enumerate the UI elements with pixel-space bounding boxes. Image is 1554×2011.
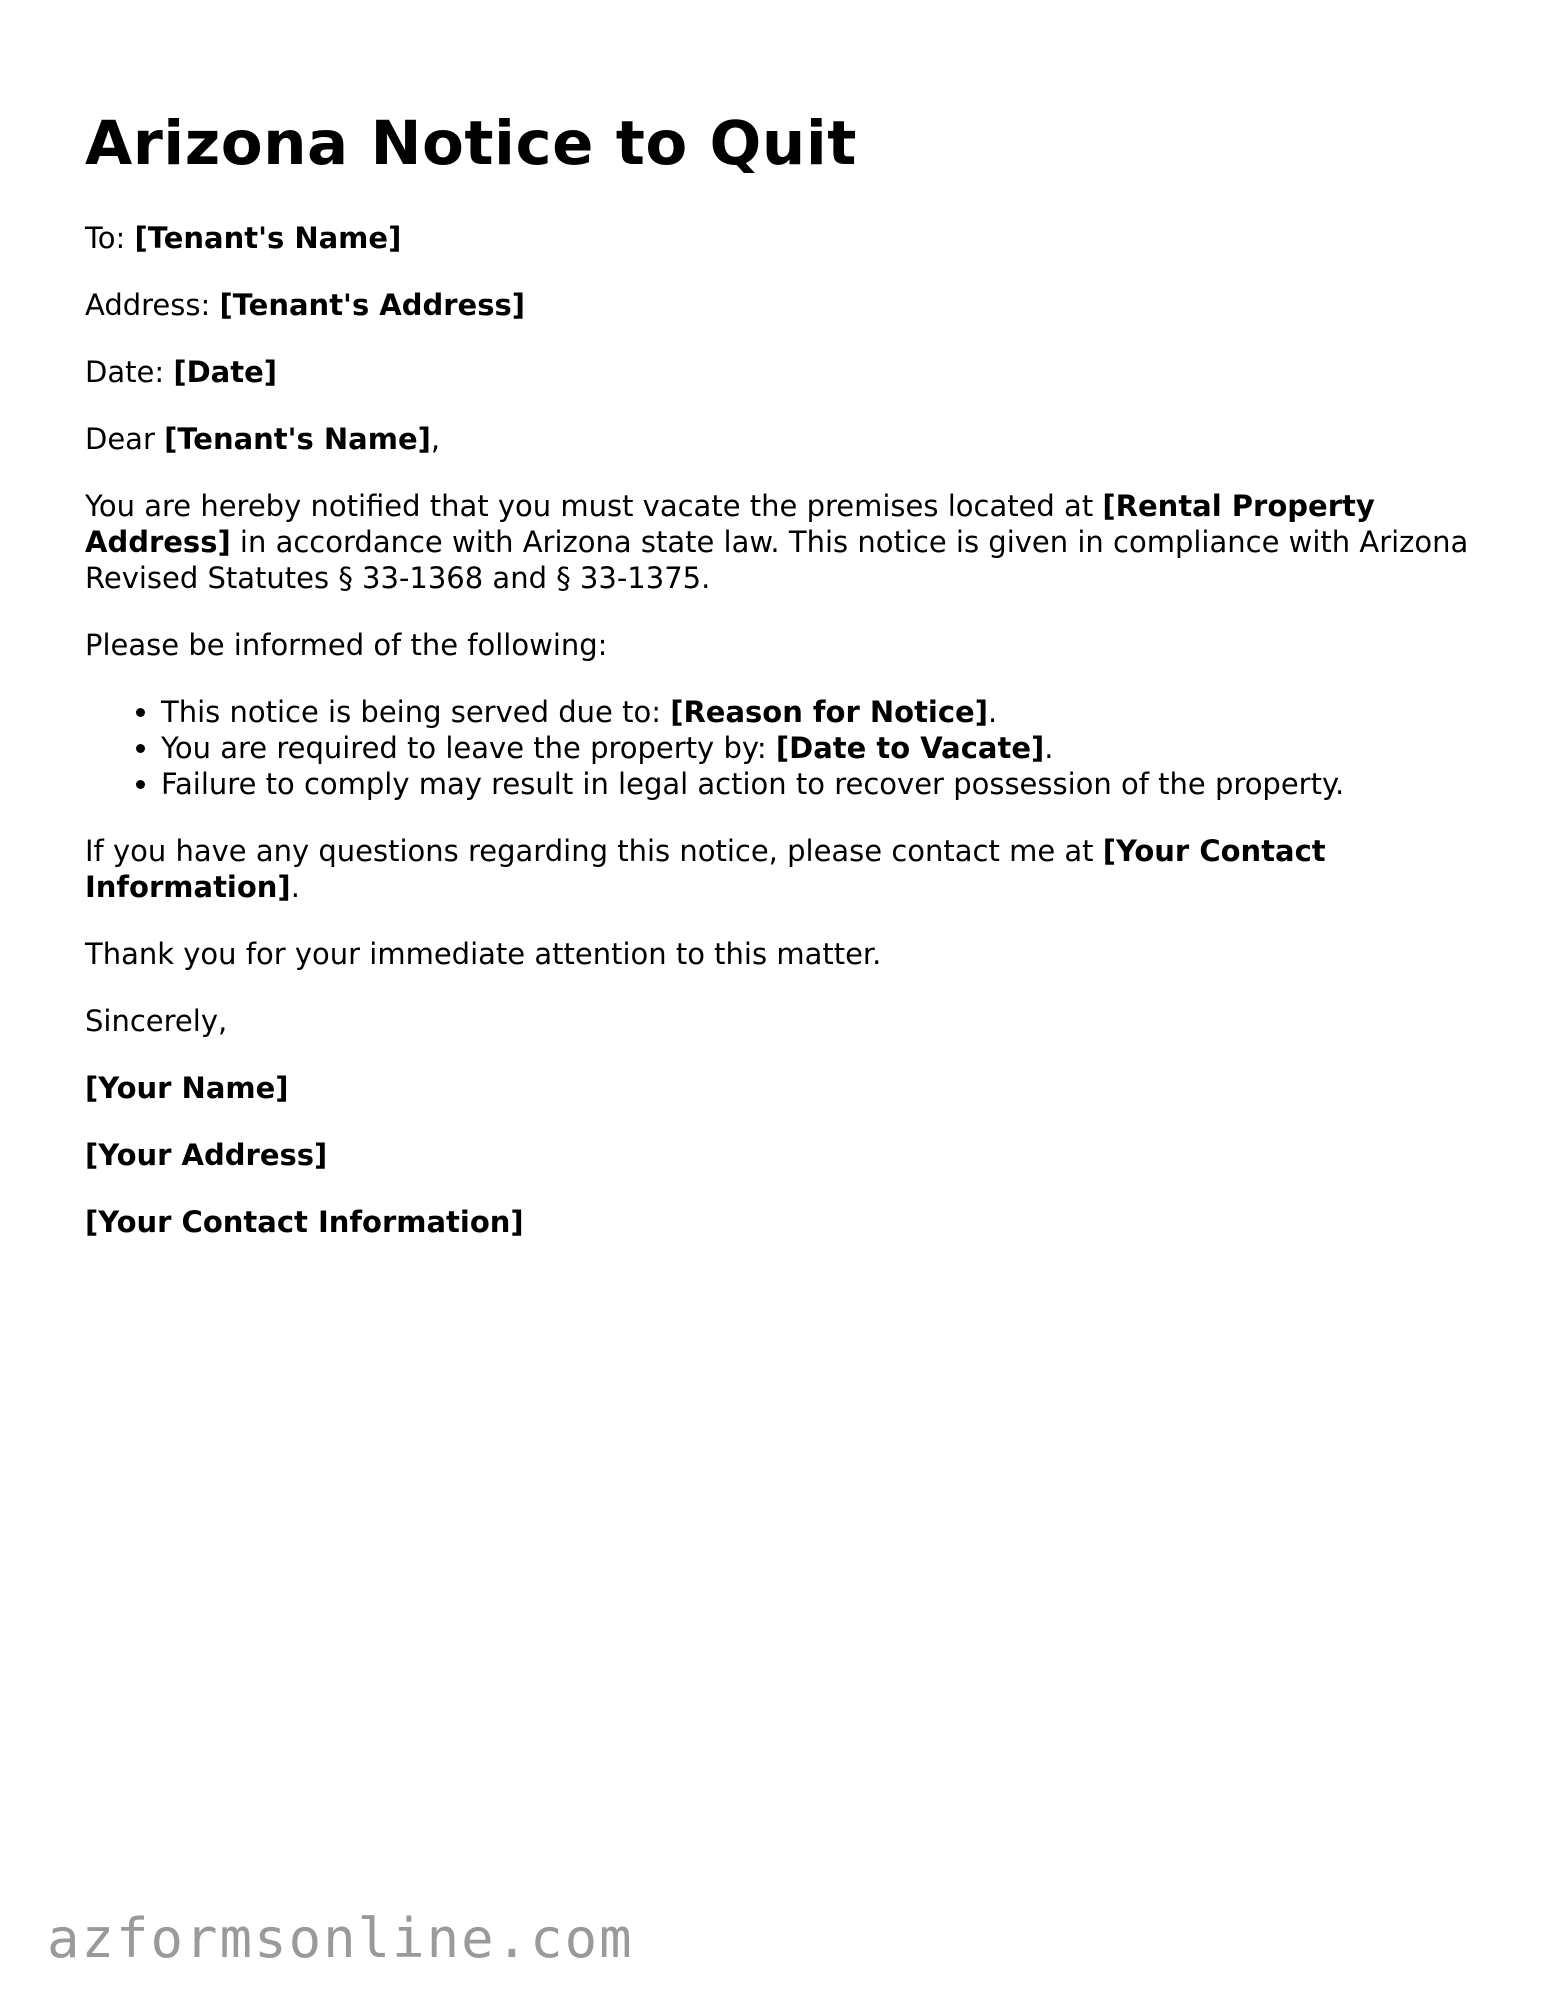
your-name: [Your Name] bbox=[85, 1071, 289, 1105]
contact-before: If you have any questions regarding this notice, please contact me at bbox=[85, 834, 1103, 868]
salutation-name: [Tenant's Name] bbox=[164, 422, 431, 456]
signature-contact bbox=[85, 1204, 1485, 1240]
list-item-text: You are required to leave the property by: bbox=[161, 731, 776, 765]
date-value: [Date] bbox=[173, 355, 277, 389]
address-value: [Tenant's Address] bbox=[219, 288, 526, 322]
date-to-vacate: [Date to Vacate] bbox=[775, 731, 1045, 765]
informed-text: Please be informed of the following: bbox=[85, 628, 608, 662]
watermark: azformsonline.com bbox=[47, 1907, 634, 1970]
to-label: To: bbox=[85, 221, 135, 255]
list-item-text: Failure to comply may result in legal action to recover possession of the property. bbox=[161, 767, 1345, 801]
address-label: Address: bbox=[85, 288, 220, 322]
salutation-prefix: Dear bbox=[85, 422, 165, 456]
rental-property: [Rental Property Address] bbox=[85, 489, 1375, 559]
list-item-text: This notice is being served due to: bbox=[161, 695, 671, 729]
contact-info: [Your Contact Information] bbox=[85, 834, 1326, 904]
to-line bbox=[85, 220, 1485, 256]
your-address: [Your Address] bbox=[85, 1138, 328, 1172]
list-item bbox=[161, 694, 1485, 730]
intro-paragraph bbox=[85, 488, 1485, 596]
date-line bbox=[85, 354, 1485, 390]
to-value: [Tenant's Name] bbox=[134, 221, 402, 255]
reason-for-notice: [Reason for Notice] bbox=[670, 695, 988, 729]
document-title: Arizona Notice to Quit bbox=[85, 108, 857, 179]
salutation bbox=[85, 421, 1485, 457]
notice-document bbox=[85, 108, 1485, 1271]
signature-address bbox=[85, 1137, 1485, 1173]
list-item bbox=[161, 730, 1485, 766]
your-contact-information: [Your Contact Information] bbox=[85, 1205, 524, 1239]
intro-after: in accordance with Arizona state law. This notice is given in compliance with Arizona Revised Statutes § 33-1368 and § 33-1375. bbox=[85, 525, 1469, 595]
notice-list bbox=[85, 694, 1485, 802]
contact-paragraph bbox=[85, 833, 1485, 905]
date-label: Date: bbox=[85, 355, 174, 389]
contact-end: . bbox=[290, 870, 300, 904]
list-item-end: . bbox=[1044, 731, 1054, 765]
address-line bbox=[85, 287, 1485, 323]
list-item bbox=[161, 766, 1485, 802]
signature-name bbox=[85, 1070, 1485, 1106]
salutation-suffix: , bbox=[430, 422, 441, 456]
intro-before: You are hereby notified that you must vacate the premises located at bbox=[85, 489, 1103, 523]
list-item-end: . bbox=[987, 695, 998, 729]
closing-line: Sincerely, bbox=[85, 1004, 228, 1038]
thanks-line: Thank you for your immediate attention to this matter. bbox=[85, 937, 882, 971]
